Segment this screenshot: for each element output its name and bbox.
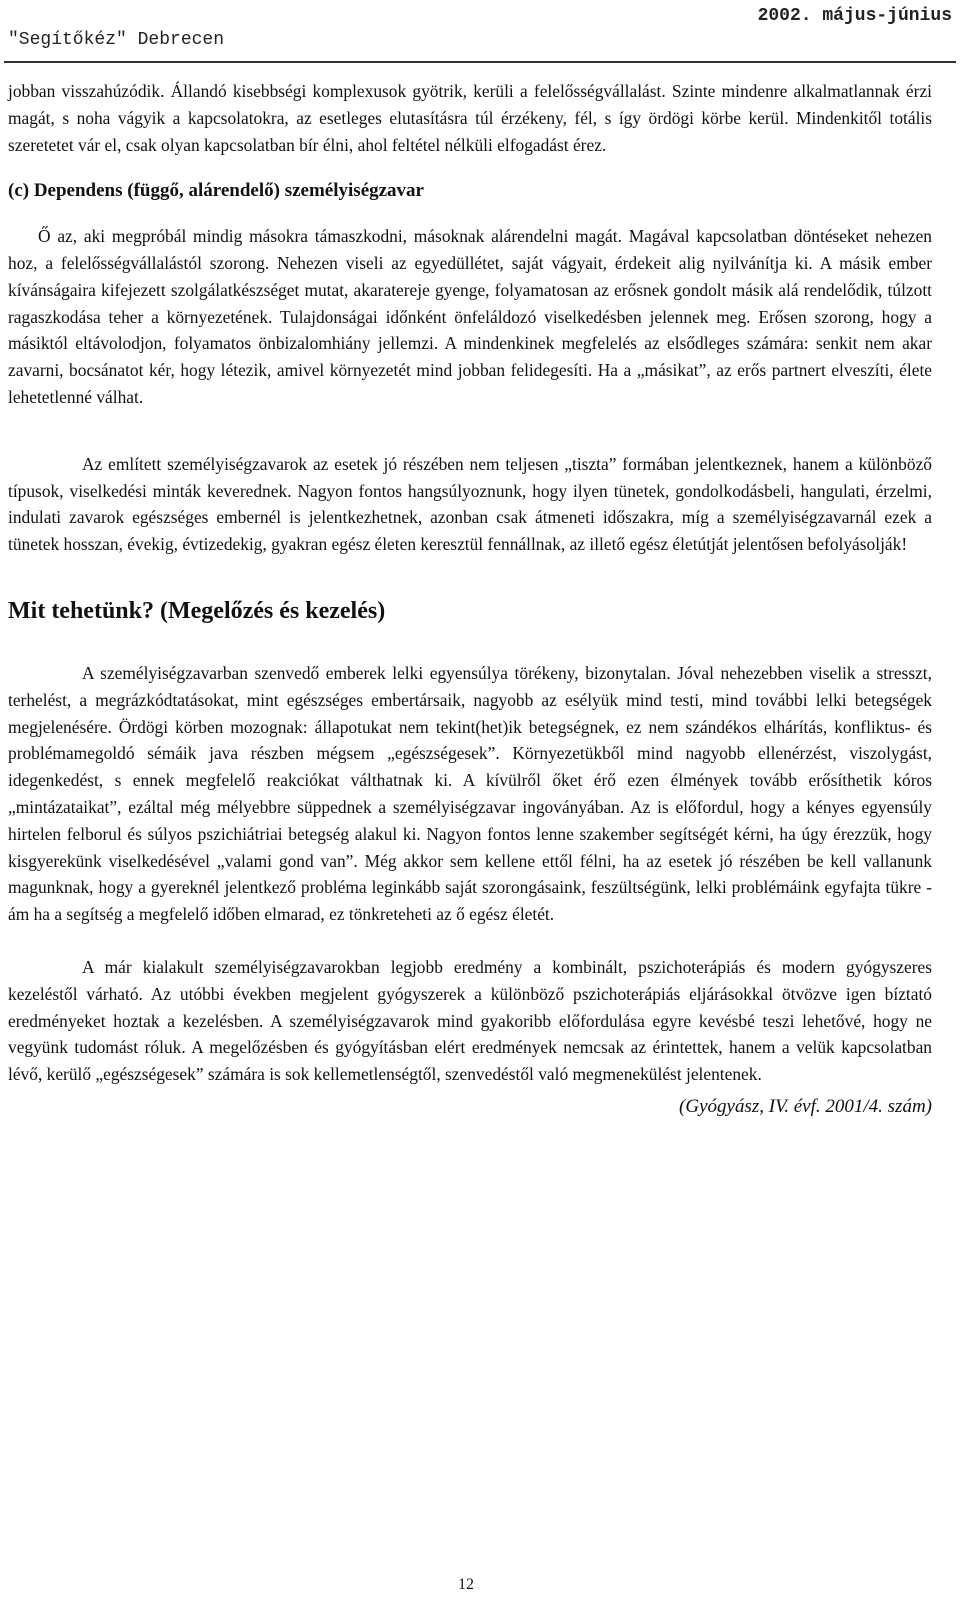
paragraph-treatment: A már kialakult személyiségzavarokban legjobb eredmény a kombinált, pszichoterápiás és modern gyógyszeres kezeléstől várható. Az utóbbi években megjelent gyógyszerek a különböző pszichoterápiás eljárásokkal ötvözve igen bíztató eredményeket hoztak a kezelésben. A személyiségzavarok mind gyakoribb előfordulása egyre kevésbé teszi lehetővé, hogy ne vegyünk tudomást róluk. A megelőzésben és gyógyításban elért eredmények nemcsak az érintettek, hanem a velük kapcsolatban lévő, kerülő „egészségesek” számára is sok kellemetlenségtől, szenvedéstől való megmenekülést jelentenek. (8, 956, 932, 1085)
main-heading: Mit tehetünk? (Megelőzés és kezelés) (8, 597, 386, 624)
section-heading-dependens: (c) Dependens (függő, alárendelő) személyiségzavar (8, 180, 424, 202)
page-number: 12 (458, 1576, 474, 1593)
paragraph-prevention: A személyiségzavarban szenvedő emberek lelki egyensúlya törékeny, bizonytalan. Jóval nehezebben viselik a stresszt, terhelést, a megrázkódtatásokat, mint egészséges embertársaik, nagyobb az esélyük mind testi, mind további lelki betegségek megjelenésére. Ördögi körben mozognak: állapotukat nem tekint(het)ik betegségnek, ez nem szándékos elhárítás, konfliktus- és problémamegoldó sémáik java részben mégsem „egészségesek”. Környezetükből mind nagyobb ellenérzést, viszolygást, idegenkedést, s ennek megfelelő reakciókat válthatnak ki. A kívülről őket érő ezen élmények tovább erősíthetik kóros „mintázataikat”, ezáltal még mélyebbre süppednek a személyiségzavar ingoványában. Az is előfordul, hogy a kényes egyensúly hirtelen felborul és súlyos pszichiátriai betegség alakul ki. Nagyon fontos lenne szakember segítségét kérni, ha úgy érezzük, hogy kisgyerekünk viselkedésével „valami gond van”. Még akkor sem kellene ettől félni, ha az esetek jó részében be kell vallanunk magunknak, hogy a gyereknél jelentkező probléma leginkább saját szorongásaink, feszültségünk, lelki problémáink egyfajta tükre - ám ha a segítség a megfelelő időben elmarad, ez tönkreteheti az ő egész életét. (8, 662, 932, 925)
article-body (8, 78, 932, 1121)
header-date: 2002. május-június (757, 6, 952, 26)
paragraph-summary: Az említett személyiségzavarok az esetek jó részében nem teljesen „tiszta” formában jelentkeznek, hanem a különböző típusok, viselkedési minták keverednek. Nagyon fontos hangsúlyoznunk, hogy ilyen tünetek, gondolkodásbeli, hangulati, érzelmi, indulati zavarok egészséges embernél is jelentkezhetnek, azonban csak átmeneti időszakra, míg a személyiségzavarnál ezek a tünetek hosszan, évekig, évtizedekig, gyakran egész életen keresztül fennállnak, az illető egész életútját jelentősen befolyásolják! (8, 453, 932, 555)
header-rule (4, 61, 956, 63)
paragraph-dependens: Ő az, aki megpróbál mindig másokra támaszkodni, másoknak alárendelni magát. Magával kapcsolatban döntéseket nehezen hoz, a felelősségvállalástól szorong. Nehezen viseli az egyedüllétet, saját vágyait, érdekeit alig nyilvánítja ki. A másik ember kívánságaira kifejezett szolgálatkészséget mutat, akaratereje gyenge, folyamatosan az erősnek gondolt másik alá rendelődik, túlzott ragaszkodása teher a környezetének. Tulajdonságai időnként önfeláldozó viselkedésben jelennek meg. Erősen szorong, hogy a másiktól eltávolodjon, folyamatos önbizalomhiány jellemzi. A mindenkinek megfelelés az elsődleges számára: senkit nem akar zavarni, bocsánatot kér, hogy létezik, amivel környezetét mind jobban felidegesíti. Ha a „másikat”, az erős partnert elveszíti, élete lehetetlenné válhat. (8, 226, 932, 407)
paragraph-continued: jobban visszahúzódik. Állandó kisebbségi komplexusok gyötrik, kerüli a felelősségvállalást. Szinte mindenre alkalmatlannak érzi magát, s noha vágyik a kapcsolatokra, az esetleges elutasításra túl érzékeny, fél, s így ördögi körbe kerül. Mindenkitől totális szeretetet vár el, csak olyan kapcsolatban bír élni, ahol feltétel nélküli elfogadást érez. (8, 81, 932, 155)
page-header (0, 0, 960, 62)
header-publication: "Segítőkéz" Debrecen (8, 30, 225, 50)
source-citation: (Gyógyász, IV. évf. 2001/4. szám) (679, 1095, 932, 1117)
